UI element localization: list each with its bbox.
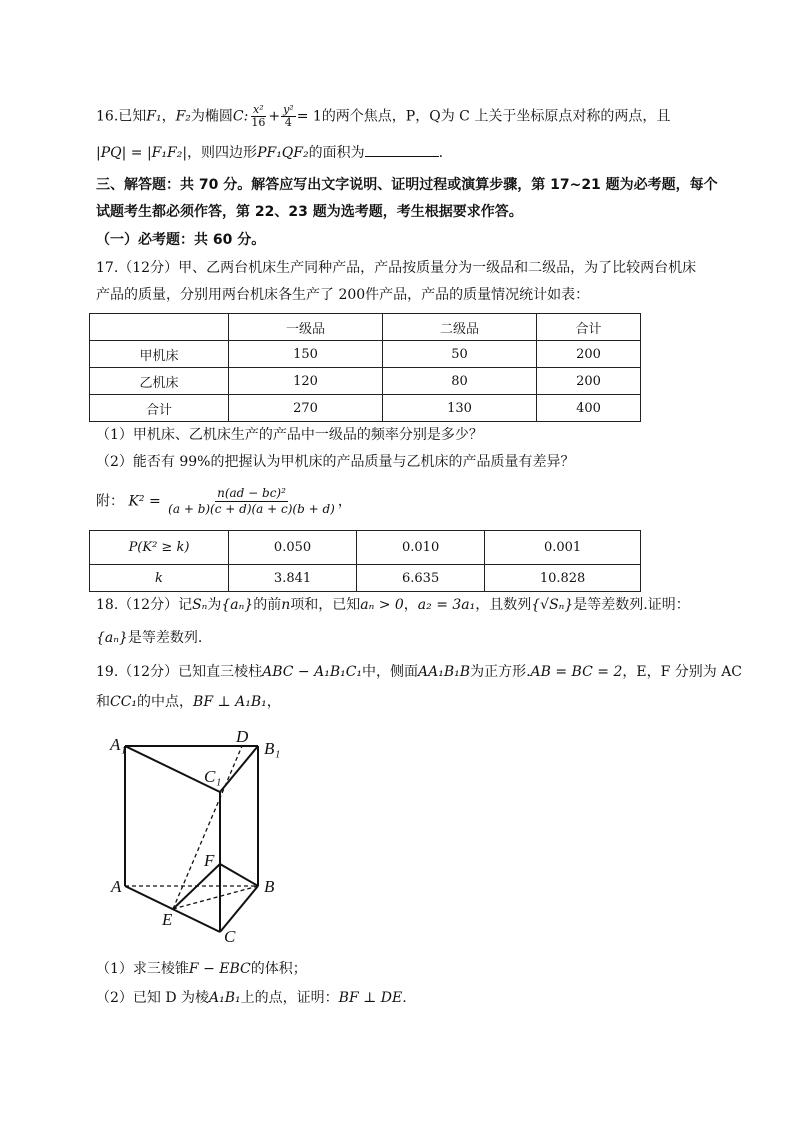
claim: BF ⊥ DE	[338, 990, 403, 1006]
table-cell	[90, 314, 229, 341]
frac-num: y²	[283, 103, 294, 116]
prism-figure	[100, 724, 300, 948]
q17-sub2: （2）能否有 99%的把握认为甲机床的产品质量与乙机床的产品质量有差异？	[96, 454, 575, 470]
plus: +	[268, 108, 281, 125]
table-cell: k	[90, 565, 229, 592]
q18-line2	[96, 628, 202, 648]
text: 的体积；	[250, 961, 307, 977]
table-cell: 3.841	[229, 565, 357, 592]
fraction-y	[281, 104, 296, 129]
section3-line2: 试题考生都必须作答，第 22、23 题为选考题，考生根据要求作答。	[96, 204, 523, 220]
table-cell: 甲机床	[90, 341, 229, 368]
text: 为	[207, 597, 222, 613]
edge-cb	[220, 886, 258, 932]
table-row	[90, 368, 641, 395]
table-cell: 乙机床	[90, 368, 229, 395]
text: 上的点，证明：	[240, 990, 339, 1006]
quality-table	[89, 313, 641, 422]
table-cell: P(K² ≥ k)	[90, 531, 229, 565]
q16-line1	[96, 104, 670, 129]
answer-blank	[365, 144, 439, 157]
label-a: A	[111, 877, 122, 896]
q19-line2	[96, 692, 281, 712]
q16-tail: 的两个焦点，P，Q为 C 上关于坐标原点对称的两点，且	[321, 108, 671, 125]
edge: A₁B₁	[209, 990, 241, 1006]
text: 是等差数列.	[127, 630, 203, 646]
table-cell: 120	[229, 368, 383, 395]
table-cell: 0.010	[357, 531, 485, 565]
text: ，则四边形	[187, 145, 258, 161]
segment-fb	[220, 864, 258, 886]
q17-sub1: （1）甲机床、乙机床生产的产品中一级品的频率分别是多少？	[96, 427, 483, 443]
text: .	[402, 990, 407, 1006]
text: 19.（12分）已知直三棱柱	[96, 664, 263, 680]
cond2: a₂ = 3a₁	[417, 597, 476, 613]
q17-line2: 产品的质量，分别用两台机床各生产了 200件产品，产品的质量情况统计如表：	[96, 287, 590, 303]
frac-num: n(ad − bc)²	[217, 486, 286, 500]
text: ，E，F 分别为 AC	[622, 664, 743, 680]
text: ，	[266, 694, 281, 710]
formula-line	[96, 486, 352, 517]
text: 的中点，	[137, 694, 194, 710]
formula-lhs: K² =	[128, 493, 161, 510]
table-cell: 0.050	[229, 531, 357, 565]
frac-den: (a + b)(c + d)(a + c)(b + d)	[168, 502, 335, 516]
eq: = 1	[296, 108, 322, 125]
face: AA₁B₁B	[418, 664, 471, 680]
q17-line1: 17.（12分）甲、乙两台机床生产同种产品，产品按质量分为一级品和二级品，为了比较两台机床	[96, 260, 697, 276]
label-b1: B₁	[264, 739, 281, 758]
section3-line1: 三、解答题：共 70 分。解答应写出文字说明、证明过程或演算步骤，第 17~21 题为必考题，每个	[96, 177, 718, 193]
sep: ，	[161, 108, 176, 125]
n: n	[281, 597, 291, 613]
q18-line1	[96, 595, 690, 615]
text: （2）已知 D 为棱	[96, 990, 210, 1006]
cond1: aₙ > 0	[360, 597, 404, 613]
an-seq: {aₙ}	[96, 630, 128, 646]
table-cell: 6.635	[357, 565, 485, 592]
table-cell: 合计	[90, 395, 229, 422]
table-row	[90, 395, 641, 422]
table-row	[90, 565, 641, 592]
table-cell: 合计	[537, 314, 641, 341]
critical-value-table	[89, 530, 641, 592]
label-a1: A₁	[110, 735, 127, 754]
text: 中，侧面	[362, 664, 419, 680]
edge-ac	[125, 886, 220, 932]
table-cell: 0.001	[485, 531, 641, 565]
q16-prefix: 16.已知	[96, 108, 147, 125]
text: 和	[96, 694, 110, 710]
table-cell: 400	[537, 395, 641, 422]
prism: ABC − A₁B₁C₁	[262, 664, 363, 680]
label-b: B	[264, 877, 275, 896]
label-c: C	[224, 927, 236, 946]
perp: BF ⊥ A₁B₁	[193, 694, 267, 710]
is-ellipse: 为椭圆	[190, 108, 233, 125]
quad: PF₁QF₂	[257, 145, 309, 161]
table-cell: 一级品	[229, 314, 383, 341]
label-f: F	[204, 851, 215, 870]
section3-line3: （一）必考题：共 60 分。	[96, 232, 266, 248]
text: 的面积为	[308, 145, 365, 161]
text: 为正方形.	[470, 664, 531, 680]
sqrt-seq: {√Sₙ}	[531, 597, 574, 613]
q19-line1	[96, 662, 742, 682]
table-cell: 270	[229, 395, 383, 422]
sn: Sₙ	[192, 597, 208, 613]
formula-fraction	[166, 486, 337, 517]
table-cell: 80	[383, 368, 537, 395]
table-cell: 二级品	[383, 314, 537, 341]
table-cell: 200	[537, 341, 641, 368]
tetra: F − EBC	[188, 961, 251, 977]
text: ，且数列	[475, 597, 532, 613]
table-cell: 50	[383, 341, 537, 368]
text: 的前	[253, 597, 282, 613]
formula-prefix: 附：	[96, 493, 124, 510]
table-cell: 10.828	[485, 565, 641, 592]
table-row	[90, 341, 641, 368]
table-row	[90, 531, 641, 565]
table-cell: 200	[537, 368, 641, 395]
q16-line2	[96, 143, 443, 163]
pq-eq: |PQ| = |F₁F₂|	[96, 145, 188, 161]
f1: F₁	[146, 108, 162, 125]
q19-sub2	[96, 988, 407, 1008]
text: 项和，已知	[290, 597, 361, 613]
cc1: CC₁	[110, 694, 138, 710]
period: .	[438, 145, 444, 161]
label-e: E	[162, 910, 173, 929]
frac-den: 16	[251, 116, 266, 129]
fraction-x	[249, 104, 267, 129]
an-seq: {aₙ}	[221, 597, 254, 613]
text: 18.（12分）记	[96, 597, 193, 613]
eqs: AB = BC = 2	[530, 664, 623, 680]
label-d: D	[236, 727, 249, 746]
f2: F₂	[175, 108, 191, 125]
table-cell: 150	[229, 341, 383, 368]
text: （1）求三棱锥	[96, 961, 189, 977]
frac-num: x²	[253, 103, 264, 116]
frac-den: 4	[284, 116, 292, 129]
q19-sub1	[96, 959, 307, 979]
table-header	[90, 314, 641, 341]
c-colon: C:	[232, 108, 249, 125]
table-cell: 130	[383, 395, 537, 422]
comma: ，	[403, 597, 418, 613]
comma: ，	[337, 493, 352, 510]
label-c1: C₁	[204, 767, 222, 786]
text: 是等差数列.证明：	[573, 597, 690, 613]
